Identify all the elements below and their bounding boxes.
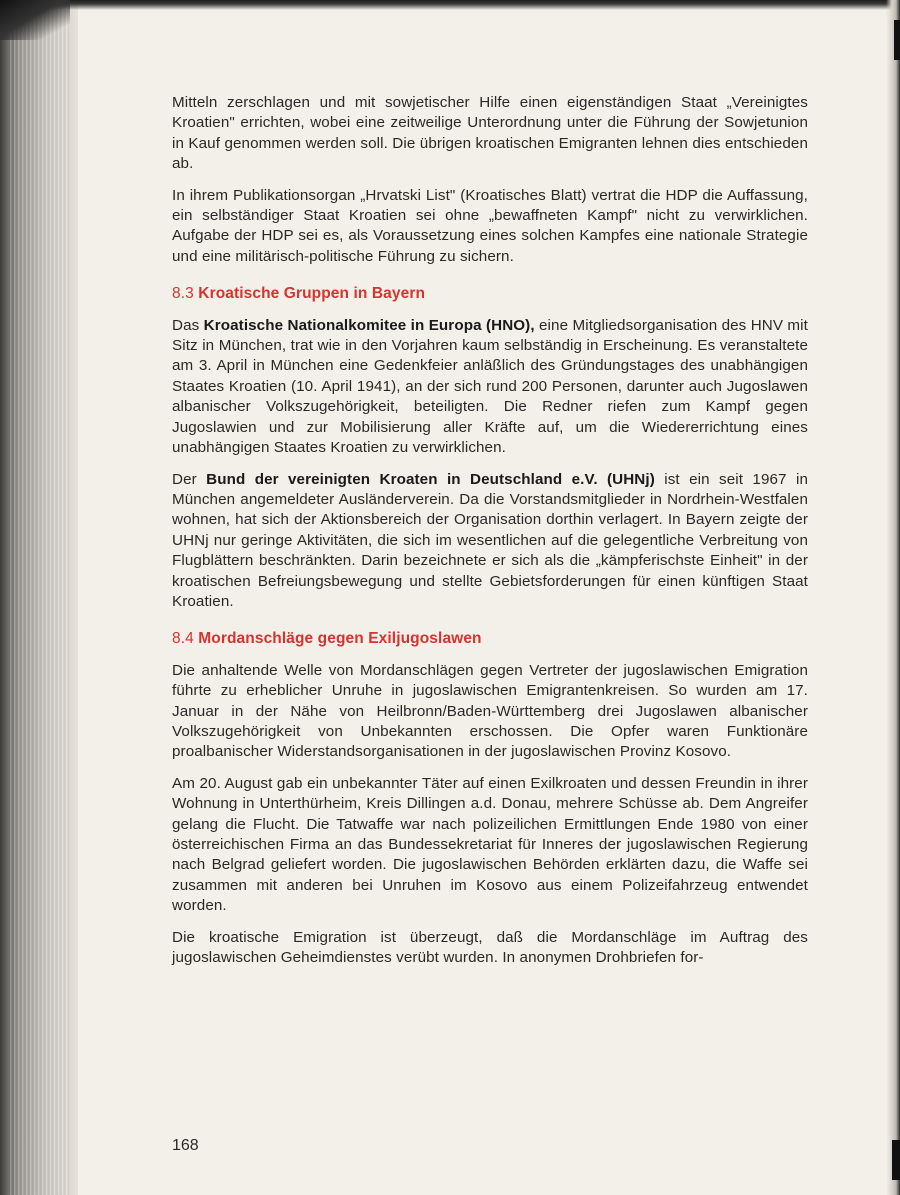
section-heading-8-3 — [172, 284, 808, 304]
organization-name: Kroatische Nationalkomitee in Europa (HNO), — [203, 316, 535, 334]
paragraph — [172, 470, 808, 613]
section-number: 8.3 — [172, 285, 194, 303]
page-text-column — [172, 93, 808, 979]
paragraph: Die kroatische Emigration ist überzeugt, daß die Mordanschläge im Auftrag des jugoslawischen Geheimdienstes verübt wurden. In anonymen Drohbriefen for- — [172, 928, 808, 967]
section-heading-8-4 — [172, 629, 808, 649]
paragraph — [172, 316, 808, 459]
text-run: Das — [172, 316, 204, 334]
page-number: 168 — [172, 1137, 199, 1154]
organization-name: Bund der vereinigten Kroaten in Deutschland e.V. (UHNj) — [206, 470, 655, 488]
scan-top-edge — [0, 0, 900, 10]
section-number: 8.4 — [172, 630, 194, 648]
scan-right-edge — [886, 0, 900, 1195]
section-title: Mordanschläge gegen Exiljugoslawen — [198, 630, 482, 648]
paragraph: Am 20. August gab ein unbekannter Täter auf einen Exilkroaten und dessen Freundin in ihrer Wohnung in Unterthürheim, Kreis Dillingen a.d. Donau, mehrere Schüsse ab. Dem Angreifer gelang die Flucht. Die Tatwaffe war nach polizeilichen Ermittlungen Ende 1980 von einer österreichischen Firma an das Bundessekretariat für Inneres der jugoslawischen Regierung nach Belgrad geliefert worden. Die jugoslawischen Behörden erklärten dazu, die Waffe sei zusammen mit anderen bei Unruhen im Kosovo aus einem Polizeifahrzeug entwendet worden. — [172, 774, 808, 915]
paragraph: Mitteln zerschlagen und mit sowjetischer Hilfe einen eigenständigen Staat „Vereinigtes Kroatien" errichten, wobei eine zeitweilige Unterordnung unter die Führung der Sowjetunion in Kauf genommen werden soll. Die übrigen kroatischen Emigranten lehnen dies entschieden ab. — [172, 94, 808, 173]
section-title: Kroatische Gruppen in Bayern — [198, 285, 426, 303]
text-run: eine Mitgliedsorganisation des HNV mit Sitz in München, trat wie in den Vorjahren kaum selbständig in Erscheinung. Es veranstaltete am 3. April in München eine Gedenkfeier anläßlich des Gründungstages des unabhängigen Staates Kroatien (10. April 1941), an der sich rund 200 Personen, darunter auch Jugoslawen albanischer Volkszugehörigkeit, beteiligten. Die Redner riefen zum Kampf gegen Jugoslawien und zur Mobilisierung aller Kräfte auf, um die Wiedererrichtung eines unabhängigen Staates Kroatien zu verwirklichen. — [172, 316, 808, 457]
text-run: ist ein seit 1967 in München angemeldeter Ausländerverein. Da die Vorstandsmitglieder in Nordrhein-Westfalen wohnen, hat sich der Aktionsbereich der Organisation dorthin verlagert. In Bayern zeigte der UHNj nur geringe Aktivitäten, die sich im wesentlichen auf die gelegentliche Verbreitung von Flugblättern beschränkten. Darin bezeichnete er sich als die „kämpferischste Einheit" in der kroatischen Befreiungsbewegung und stellte Gebietsforderungen für einen künftigen Staat Kroatien. — [172, 470, 808, 610]
paragraph: Die anhaltende Welle von Mordanschlägen gegen Vertreter der jugoslawischen Emigration führte zu erheblicher Unruhe in jugoslawischen Emigrantenkreisen. So wurden am 17. Januar in der Nähe von Heilbronn/Baden-Württemberg drei Jugoslawen albanischer Volkszugehörigkeit von Unbekannten erschossen. Die Opfer waren Funktionäre proalbanischer Widerstandsorganisationen in der jugoslawischen Provinz Kosovo. — [172, 661, 808, 761]
scan-corner-shadow — [0, 0, 70, 40]
text-run: Der — [172, 470, 207, 488]
paragraph: In ihrem Publikationsorgan „Hrvatski List" (Kroatisches Blatt) vertrat die HDP die Auffassung, ein selbständiger Staat Kroatien sei ohne „bewaffneten Kampf" nicht zu verwirklichen. Aufgabe der HDP sei es, als Voraussetzung eines solchen Kampfes eine nationale Strategie und eine militärisch-politische Führung zu sichern. — [172, 186, 808, 265]
book-page-stack-edge — [0, 0, 78, 1195]
